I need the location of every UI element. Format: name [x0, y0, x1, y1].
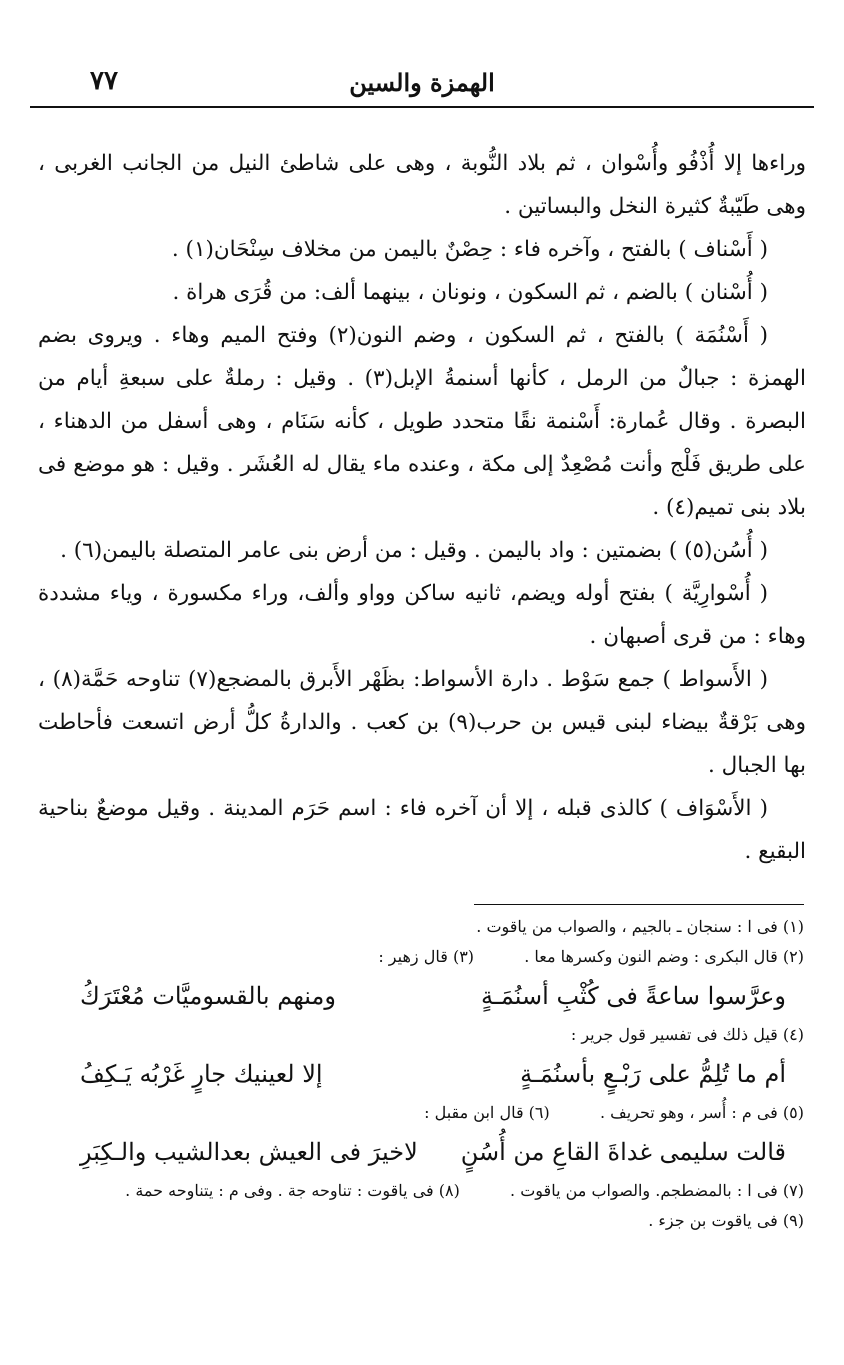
- verse-1-second-hemistich: ومنهم بالقسوميَّات مُعْتَرَكُ: [80, 982, 336, 1010]
- footnote-9: (٩) فى ياقوت بن جزء .: [648, 1211, 804, 1230]
- verse-2-first-hemistich: أم ما تُلِمُّ على رَبْـعٍ بأسنُمَـةٍ: [520, 1060, 786, 1088]
- footnote-6: (٦) قال ابن مقبل :: [424, 1103, 550, 1122]
- footnote-5: (٥) فى م : أُسر ، وهو تحريف .: [599, 1103, 804, 1122]
- verse-3-first-hemistich: قالت سليمى غداةَ القاعِ من أُسُنٍ: [460, 1138, 786, 1166]
- footnote-row-2-3: [40, 942, 804, 972]
- verse-zuhair: [40, 974, 804, 1018]
- footnote-3: (٣) قال زهير :: [378, 947, 475, 966]
- entry-uswariyya: ( أُسْوارِيَّة ) بفتح أوله ويضم، ثانيه ساكن وواو وألف، وراء مكسورة ، وياء مشددة وهاء : من قرى أصبهان .: [38, 581, 806, 649]
- entry-al-aswaf: ( الأَسْوَاف ) كالذى قبله ، إلا أن آخره فاء : اسم حَرَم المدينة . وقيل موضعٌ بناحية البقيع .: [38, 796, 806, 864]
- running-title: الهمزة والسين: [349, 68, 495, 97]
- footnote-row-5-6: [40, 1098, 804, 1128]
- page-number: ٧٧: [90, 66, 118, 96]
- footnote-2: (٢) قال البكرى : وضم النون وكسرها معا .: [524, 947, 804, 966]
- footnote-8: (٨) فى ياقوت : تناوحه جة . وفى م : يتناوحه حمة .: [125, 1181, 460, 1200]
- entry-asnuma: ( أَسْنُمَة ) بالفتح ، ثم السكون ، وضم النون(٢) وفتح الميم وهاء . ويروى بضم الهمزة : جبالٌ من الرمل ، كأنها أسنمةُ الإبل(٣) . وقيل : رملةٌ على سبعةِ أيام من البصرة . وقال عُمارة: أَسْنمة نقًا متحدد طويل ، كأنه سَنَام ، وهى أسفل من الدهناء ، على طريق فَلْج وأنت مُصْعِدٌ إلى مكة ، وعنده ماء يقال له العُشَر . وقيل : هو موضع فى بلاد بنى تميم(٤) .: [38, 323, 806, 520]
- footnote-7: (٧) فى ا : بالمضطجم. والصواب من ياقوت .: [510, 1181, 804, 1200]
- main-text: [38, 142, 806, 873]
- footnotes: [40, 912, 804, 1236]
- verse-1-first-hemistich: وعرَّسوا ساعةً فى كُثْبِ أسنُمَـةٍ: [481, 982, 786, 1010]
- footnote-4: (٤) قيل ذلك فى تفسير قول جرير :: [570, 1025, 804, 1044]
- entry-al-aswat: ( الأَسواط ) جمع سَوْط . دارة الأسواط: بظَهْر الأَبرق بالمضجع(٧) تناوحه حَمَّة(٨) ، وهى بَرْقةٌ بيضاء لبنى قيس بن حرب(٩) بن كعب . والدارةُ كلُّ أرض اتسعت فأحاطت بها الجبال .: [38, 667, 806, 778]
- paragraph-1: وراءها إلا أُذْفُو وأُسْوان ، ثم بلاد النُّوبة ، وهى على شاطئ النيل من الجانب الغربى ، وهى طَيّبةٌ كثيرة النخل والبساتين .: [38, 151, 806, 219]
- footnote-divider: [474, 904, 804, 905]
- verse-ibn-muqbil: [40, 1130, 804, 1174]
- footnote-1: (١) فى ا : سنجان ـ بالجيم ، والصواب من ياقوت .: [476, 917, 804, 936]
- entry-usnan: ( أُسْنان ) بالضم ، ثم السكون ، ونونان ، بينهما ألف: من قُرَى هراة .: [172, 280, 768, 305]
- page-header: [30, 62, 814, 108]
- verse-3-second-hemistich: لاخيرَ فى العيش بعدالشيب والـكِبَرِ: [80, 1138, 418, 1166]
- verse-jarir: [40, 1052, 804, 1096]
- entry-asnaf: ( أَسْناف ) بالفتح ، وآخره فاء : حِصْنٌ باليمن من مخلاف سِنْحَان(١) .: [171, 237, 768, 262]
- entry-usun: ( أُسُن(٥) ) بضمتين : واد باليمن . وقيل : من أرض بنى عامر المتصلة باليمن(٦) .: [60, 538, 768, 563]
- footnote-row-7-8: [40, 1176, 804, 1206]
- verse-2-second-hemistich: إلا لعينيك جارٍ غَرْبُه يَـكِفُ: [80, 1060, 323, 1088]
